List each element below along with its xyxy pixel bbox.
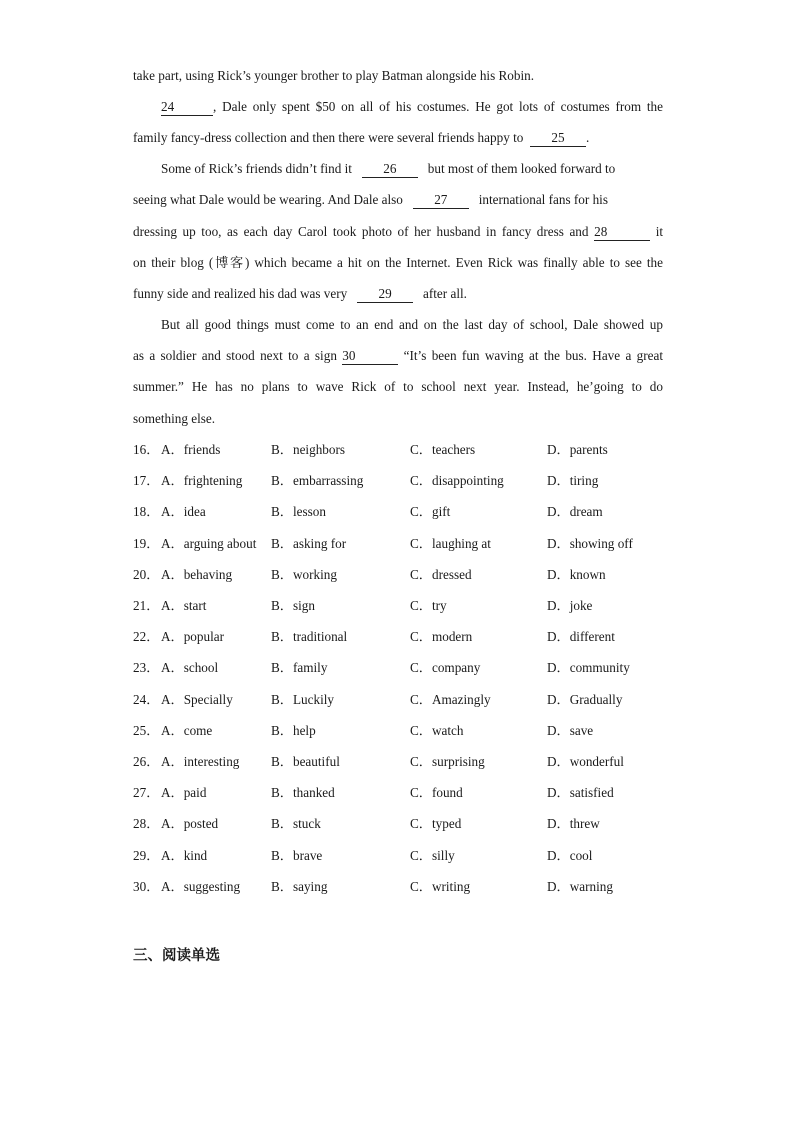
passage-text: Some of Rick’s friends didn’t find it [161, 161, 352, 176]
option-c[interactable]: C．Amazingly [410, 692, 491, 707]
option-d[interactable]: D．save [547, 723, 594, 738]
option-d[interactable]: D．parents [547, 442, 608, 457]
option-d[interactable]: D．Gradually [547, 692, 623, 707]
option-a[interactable]: A．frightening [161, 473, 243, 488]
option-d[interactable]: D．showing off [547, 536, 633, 551]
option-b[interactable]: B．saying [271, 879, 328, 894]
option-b[interactable]: B．help [271, 723, 316, 738]
passage-text: seeing what Dale would be wearing. And Dale also [133, 192, 403, 207]
question-number: 16． [133, 442, 160, 457]
option-b[interactable]: B．embarrassing [271, 473, 364, 488]
option-b[interactable]: B．traditional [271, 629, 348, 644]
option-b[interactable]: B．beautiful [271, 754, 340, 769]
blank-26: 26 [362, 161, 418, 178]
passage-text: . [585, 130, 590, 145]
option-a[interactable]: A．posted [161, 816, 219, 831]
option-d[interactable]: D．warning [547, 879, 613, 894]
option-a[interactable]: A．idea [161, 504, 206, 519]
question-number: 21． [133, 598, 160, 613]
blank-28: 28 [594, 224, 650, 241]
option-c[interactable]: C．modern [410, 629, 473, 644]
passage-line [133, 253, 663, 273]
option-c[interactable]: C．silly [410, 848, 455, 863]
option-c[interactable]: C．company [410, 660, 481, 675]
option-b[interactable]: B．asking for [271, 536, 347, 551]
passage-line [133, 190, 663, 210]
option-d[interactable]: D．threw [547, 816, 600, 831]
question-number: 17． [133, 473, 160, 488]
passage-line [161, 315, 663, 335]
passage-line [133, 284, 663, 304]
option-a[interactable]: A．start [161, 598, 207, 613]
question-number: 19． [133, 536, 160, 551]
option-a[interactable]: A．arguing about [161, 536, 257, 551]
option-a[interactable]: A．suggesting [161, 879, 241, 894]
option-a[interactable]: A．come [161, 723, 213, 738]
question-number: 20． [133, 567, 160, 582]
blank-25: 25 [530, 130, 586, 147]
option-c[interactable]: C．dressed [410, 567, 472, 582]
blank-30: 30 [342, 348, 398, 365]
option-c[interactable]: C．gift [410, 504, 451, 519]
option-a[interactable]: A．interesting [161, 754, 240, 769]
option-c[interactable]: C．found [410, 785, 463, 800]
passage-text: international fans for his [478, 192, 608, 207]
passage-line [133, 346, 663, 366]
option-c[interactable]: C．watch [410, 723, 464, 738]
option-d[interactable]: D．different [547, 629, 615, 644]
passage-text: “It’s been fun waving at the bus. Have a great [403, 348, 664, 363]
option-a[interactable]: A．school [161, 660, 219, 675]
passage-text: funny side and realized his dad was very [133, 286, 348, 301]
blank-29: 29 [357, 286, 413, 303]
passage-text: something else. [133, 411, 216, 426]
option-c[interactable]: C．teachers [410, 442, 476, 457]
question-number: 25． [133, 723, 160, 738]
passage-line [133, 409, 663, 429]
section-heading: 三、阅读单选 [133, 948, 220, 964]
passage-text: But all good things must come to an end and on the last day of school, Dale showed up [161, 317, 663, 332]
option-b[interactable]: B．neighbors [271, 442, 345, 457]
option-b[interactable]: B．family [271, 660, 328, 675]
option-d[interactable]: D．cool [547, 848, 593, 863]
option-d[interactable]: D．wonderful [547, 754, 624, 769]
option-c[interactable]: C．disappointing [410, 473, 504, 488]
passage-line [133, 128, 663, 148]
option-b[interactable]: B．sign [271, 598, 315, 613]
option-b[interactable]: B．thanked [271, 785, 335, 800]
option-a[interactable]: A．kind [161, 848, 208, 863]
option-d[interactable]: D．dream [547, 504, 603, 519]
option-a[interactable]: A．behaving [161, 567, 233, 582]
passage-text: family fancy-dress collection and then there were several friends happy to [133, 130, 524, 145]
passage-text: take part, using Rick’s younger brother to play Batman alongside his Robin. [133, 68, 535, 83]
question-number: 30． [133, 879, 160, 894]
question-number: 23． [133, 660, 160, 675]
blank-27: 27 [413, 192, 469, 209]
option-b[interactable]: B．stuck [271, 816, 321, 831]
passage-text: after all. [423, 286, 467, 301]
option-b[interactable]: B．working [271, 567, 337, 582]
passage-text: on their blog (博客) which became a hit on the Internet. Even Rick was finally able to see the [133, 255, 663, 270]
option-a[interactable]: A．friends [161, 442, 221, 457]
option-c[interactable]: C．writing [410, 879, 471, 894]
passage-text: but most of them looked forward to [427, 161, 616, 176]
passage-line [133, 222, 663, 242]
blank-24: 24 [161, 99, 213, 116]
option-b[interactable]: B．Luckily [271, 692, 335, 707]
option-a[interactable]: A．paid [161, 785, 207, 800]
question-number: 26． [133, 754, 160, 769]
passage-text: summer.” He has no plans to wave Rick of to school next year. Instead, he’going to do [133, 379, 663, 394]
passage-text: , Dale only spent $50 on all of his costumes. He got lots of costumes from the [213, 99, 663, 114]
passage-line [133, 66, 663, 86]
passage-text: dressing up too, as each day Carol took photo of her husband in fancy dress and [133, 224, 589, 239]
passage-text: as a soldier and stood next to a sign [133, 348, 337, 363]
option-d[interactable]: D．joke [547, 598, 593, 613]
option-d[interactable]: D．tiring [547, 473, 599, 488]
option-c[interactable]: C．surprising [410, 754, 485, 769]
option-c[interactable]: C．laughing at [410, 536, 491, 551]
option-c[interactable]: C．typed [410, 816, 462, 831]
passage-text: it [655, 224, 664, 239]
question-number: 22． [133, 629, 160, 644]
question-number: 28． [133, 816, 160, 831]
option-d[interactable]: D．satisfied [547, 785, 614, 800]
option-b[interactable]: B．lesson [271, 504, 326, 519]
option-a[interactable]: A．popular [161, 629, 224, 644]
option-c[interactable]: C．try [410, 598, 447, 613]
option-b[interactable]: B．brave [271, 848, 323, 863]
question-number: 18． [133, 504, 160, 519]
option-d[interactable]: D．known [547, 567, 606, 582]
question-number: 29． [133, 848, 160, 863]
option-a[interactable]: A．Specially [161, 692, 233, 707]
question-number: 27． [133, 785, 160, 800]
passage-line [161, 97, 663, 117]
passage-line [133, 377, 663, 397]
option-d[interactable]: D．community [547, 660, 630, 675]
question-number: 24． [133, 692, 160, 707]
passage-line [161, 159, 663, 179]
